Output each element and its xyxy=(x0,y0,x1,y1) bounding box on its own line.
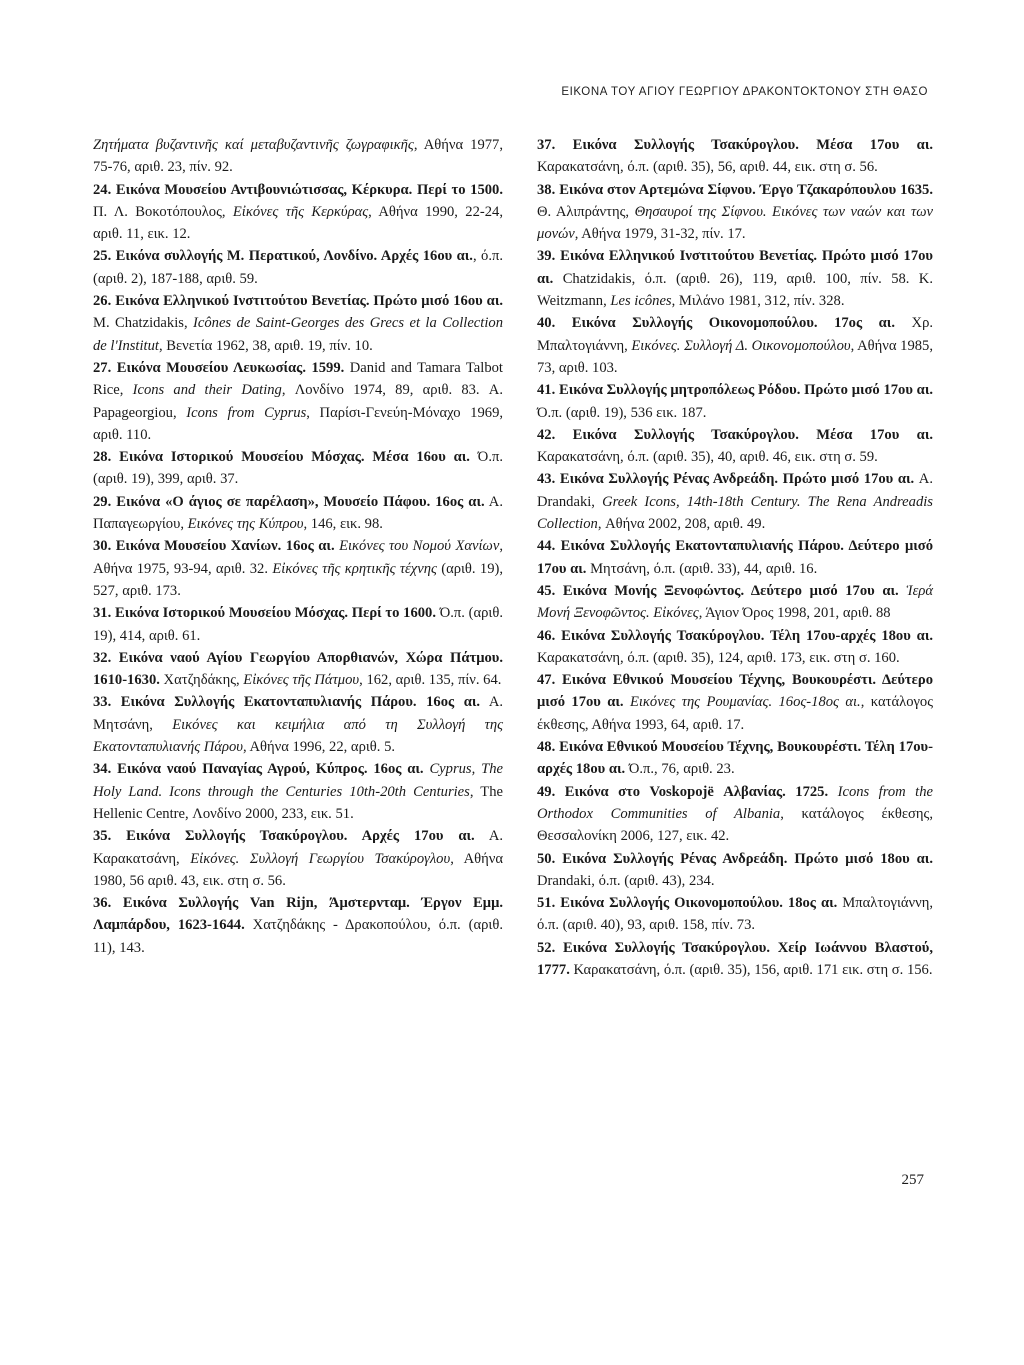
catalogue-entry xyxy=(537,535,933,580)
entry-heading: 49. Εικόνα στο Voskopojë Αλβανίας. 1725. xyxy=(537,783,829,800)
entry-heading: 36. Εικόνα Συλλογής Van Rijn, Άμστερνταμ. Έργον Εμμ. Λαμπάρδου, 1623-1644. xyxy=(93,895,503,934)
entry-text: Drandaki, ό.π. (αριθ. 43), 234. xyxy=(537,872,715,889)
catalogue-entry xyxy=(537,424,933,469)
entry-text: , Μιλάνο 1981, 312, πίν. 328. xyxy=(671,293,845,310)
entry-text: , ό.π. (αριθ. 2), 187-188, αριθ. 59. xyxy=(93,248,503,287)
catalogue-entry xyxy=(537,245,933,312)
catalogue-entry xyxy=(93,290,503,357)
entry-text: Χρ. Μπαλτογιάννη, xyxy=(537,315,934,354)
catalogue-entry xyxy=(537,669,933,736)
entry-heading: 27. Εικόνα Μουσείου Λευκωσίας. 1599. xyxy=(93,359,345,376)
entry-title: Icons from Cyprus xyxy=(186,404,307,421)
catalogue-entry xyxy=(537,892,933,937)
catalogue-entry xyxy=(537,781,933,848)
entry-title: Εικόνες της Κύπρου xyxy=(187,516,304,533)
entry-title: Ζητήματα βυζαντινῆς καί μεταβυζαντινῆς ζωγραφικῆς xyxy=(93,137,414,153)
entry-heading: 40. Εικόνα Συλλογής Οικονομοπούλου. 17ος αι. xyxy=(537,315,895,332)
entry-text: , Λονδίνο 1974, 89, αριθ. 83. A. Papageorgiou, xyxy=(93,382,503,421)
entry-text: Danid and Tamara Talbot Rice, xyxy=(93,359,503,399)
entry-text: , Άγιον Όρος 1998, 201, αριθ. 88 xyxy=(698,605,891,622)
entry-text: Καρακατσάνη, ό.π. (αριθ. 35), 124, αριθ. 173, εικ. στη σ. 160. xyxy=(537,649,900,666)
entry-text: A. Drandaki, xyxy=(537,471,933,510)
entry-text: Π. Λ. Βοκοτόπουλος, xyxy=(93,203,233,220)
entry-title: Ἱερά Μονή Ξενοφῶντος. Εἰκόνες xyxy=(537,582,933,622)
entry-heading: 39. Εικόνα Ελληνικού Ινστιτούτου Βενετίας. Πρώτο μισό 17ου αι. xyxy=(537,248,933,287)
entry-text: Ό.π. (αριθ. 19), 414, αριθ. 61. xyxy=(93,605,503,644)
entry-text: , Αθήνα 2002, 208, αριθ. 49. xyxy=(597,516,766,533)
entry-heading: 28. Εικόνα Ιστορικού Μουσείου Μόσχας. Μέσα 16ου αι. xyxy=(93,449,470,466)
entry-title: Εἰκόνες τῆς Κερκύρας xyxy=(232,203,369,220)
catalogue-entry xyxy=(537,468,933,535)
entry-text: , Αθήνα 1996, 22, αριθ. 5. xyxy=(243,739,396,756)
entry-text: Α. Καρακατσάνη, xyxy=(93,828,504,867)
entry-heading: 31. Εικόνα Ιστορικού Μουσείου Μόσχας. Περί το 1600. xyxy=(93,605,436,622)
catalogue-entry xyxy=(93,245,503,290)
entry-heading: 26. Εικόνα Ελληνικού Ινστιτούτου Βενετίας. Πρώτο μισό 16ου αι. xyxy=(93,293,503,310)
entry-heading: 35. Εικόνα Συλλογής Τσακύρογλου. Αρχές 17ου αι. xyxy=(93,828,475,845)
entry-heading: 45. Εικόνα Μονής Ξενοφώντος. Δεύτερο μισό 17ου αι. xyxy=(537,582,899,599)
entry-text: , κατάλογος έκθεσης, Αθήνα 1993, 64, αριθ. 17. xyxy=(537,694,934,733)
entry-heading: 42. Εικόνα Συλλογής Τσακύρογλου. Μέσα 17ου αι. xyxy=(537,426,933,443)
entry-text: , Αθήνα 1985, 73, αριθ. 103. xyxy=(537,337,933,376)
catalogue-entry xyxy=(93,602,503,647)
entry-title: Θησαυροί της Σίφνου. Εικόνες των ναών και των μονών xyxy=(537,203,933,243)
entry-text: , Βενετία 1962, 38, αριθ. 19, πίν. 10. xyxy=(158,337,373,354)
entry-heading: 47. Εικόνα Εθνικού Μουσείου Τέχνης, Βουκουρέστι. Δεύτερο μισό 17ου αι. xyxy=(537,672,933,711)
entry-title: Εἰκόνες τῆς κρητικῆς τέχνης xyxy=(272,560,437,577)
entry-title: Icons and their Dating xyxy=(132,382,282,399)
entry-text: , Αθήνα 1990, 22-24, αριθ. 11, εικ. 12. xyxy=(93,203,503,243)
entry-text: Καρακατσάνη, ό.π. (αριθ. 35), 56, αριθ. 44, εικ. στη σ. 56. xyxy=(537,159,878,176)
catalogue-entry xyxy=(93,535,503,602)
entry-text: Α. Παπαγεωργίου, xyxy=(93,493,503,533)
entry-title: Cyprus, The Holy Land. Icons through the Centuries 10th-20th Centuries xyxy=(93,761,503,800)
entry-title: Εικόνες και κειμήλια από τη Συλλογή της Εκατονταπυλιανής Πάρου xyxy=(93,716,504,756)
entry-text: Ό.π. (αριθ. 19), 536 εικ. 187. xyxy=(537,404,707,421)
entry-heading: 50. Εικόνα Συλλογής Ρένας Ανδρεάδη. Πρώτο μισό 18ου αι. xyxy=(537,850,933,867)
entry-title: Les icônes xyxy=(610,293,672,310)
catalogue-entry xyxy=(537,736,933,781)
catalogue-entry xyxy=(93,691,503,758)
entry-heading: 43. Εικόνα Συλλογής Ρένας Ανδρεάδη. Πρώτο μισό 17ου αι. xyxy=(537,471,915,488)
entry-text: , κατάλογος έκθεσης, Θεσσαλονίκη 2006, 127, εικ. 42. xyxy=(537,805,933,845)
entry-text: , 162, αριθ. 135, πίν. 64. xyxy=(359,672,502,689)
entry-text: Μητσάνη, ό.π. (αριθ. 33), 44, αριθ. 16. xyxy=(586,560,818,577)
entry-heading: 34. Εικόνα ναού Παναγίας Αγρού, Κύπρος. 16ος αι. xyxy=(93,761,424,778)
catalogue-entry xyxy=(93,357,503,446)
entry-title: Εικόνες της Ρουμανίας. 16ος-18ος αι. xyxy=(629,694,861,711)
entry-heading: 32. Εικόνα ναού Αγίου Γεωργίου Απορθιανών, Χώρα Πάτμου. 1610-1630. xyxy=(93,649,503,689)
catalogue-entry xyxy=(93,134,503,179)
entry-text: , Αθήνα 1980, 56 αριθ. 43, εικ. στη σ. 56. xyxy=(93,850,503,889)
entry-heading: 46. Εικόνα Συλλογής Τσακύρογλου. Τέλη 17ου-αρχές 18ου αι. xyxy=(537,627,933,644)
entry-text xyxy=(828,784,837,800)
entry-title: Εικόνες. Συλλογή Δ. Οικονομοπούλου xyxy=(631,337,851,354)
entry-title: Εἰκόνες. Συλλογή Γεωργίου Τσακύρογλου xyxy=(190,850,451,867)
catalogue-entry xyxy=(537,937,933,982)
entry-text: , Αθήνα 1979, 31-32, πίν. 17. xyxy=(574,226,746,243)
entry-heading: 24. Εικόνα Μουσείου Αντιβουνιώτισσας, Κέρκυρα. Περί το 1500. xyxy=(93,181,503,198)
entry-text: Chatzidakis, ό.π. (αριθ. 26), 119, αριθ. 100, πίν. 58. K. Weitzmann, xyxy=(537,270,933,310)
entry-text: Χατζηδάκης - Δρακοπούλου, ό.π. (αριθ. 11), 143. xyxy=(93,917,503,956)
left-column xyxy=(93,134,503,959)
entry-text: Ό.π. (αριθ. 19), 399, αριθ. 37. xyxy=(93,449,503,488)
right-column xyxy=(537,134,933,981)
catalogue-entry xyxy=(93,892,503,959)
entry-text: Καρακατσάνη, ό.π. (αριθ. 35), 156, αριθ. 171 εικ. στη σ. 156. xyxy=(569,961,933,978)
entry-text: , 146, εικ. 98. xyxy=(303,516,383,533)
catalogue-entry xyxy=(93,825,503,892)
entry-text: , The Hellenic Centre, Λονδίνο 2000, 233, εικ. 51. xyxy=(93,783,503,822)
entry-title: Εικόνες του Νομού Χανίων xyxy=(339,538,500,555)
entry-text: Θ. Αλιπράντης, xyxy=(537,203,635,220)
catalogue-entry xyxy=(93,647,503,692)
catalogue-entry xyxy=(537,379,933,424)
entry-heading: 25. Εικόνα συλλογής Μ. Περατικού, Λονδίνο. Αρχές 16ου αι. xyxy=(93,248,473,265)
catalogue-entry xyxy=(537,625,933,670)
catalogue-entry xyxy=(537,179,933,246)
entry-heading: 44. Εικόνα Συλλογής Εκατονταπυλιανής Πάρου. Δεύτερο μισό 17ου αι. xyxy=(537,538,933,577)
entry-heading: 33. Εικόνα Συλλογής Εκατονταπυλιανής Πάρου. 16ος αι. xyxy=(93,694,481,711)
entry-text: , Αθήνα 1977, 75-76, αριθ. 23, πίν. 92. xyxy=(93,137,503,176)
catalogue-entry xyxy=(93,446,503,491)
entry-heading: 48. Εικόνα Εθνικού Μουσείου Τέχνης, Βουκουρέστι. Τέλη 17ου-αρχές 18ου αι. xyxy=(537,739,933,778)
entry-text: Ό.π., 76, αριθ. 23. xyxy=(625,761,735,778)
catalogue-entry xyxy=(93,491,503,536)
entry-heading: 52. Εικόνα Συλλογής Τσακύρογλου. Χείρ Ιωάννου Βλαστού, 1777. xyxy=(537,939,933,978)
entry-title: Εἰκόνες τῆς Πάτμου xyxy=(243,672,360,689)
entry-text: Χατζηδάκης, xyxy=(159,672,244,689)
entry-heading: 37. Εικόνα Συλλογής Τσακύρογλου. Μέσα 17ου αι. xyxy=(537,137,933,153)
entry-text: Καρακατσάνη, ό.π. (αριθ. 35), 40, αριθ. 46, εικ. στη σ. 59. xyxy=(537,449,878,466)
entry-text: Α. Μητσάνη, xyxy=(93,694,504,733)
entry-heading: 41. Εικόνα Συλλογής μητροπόλεως Ρόδου. Πρώτο μισό 17ου αι. xyxy=(537,382,933,399)
entry-heading: 38. Εικόνα στον Αρτεμώνα Σίφνου. Έργο Τζακαρόπουλου 1635. xyxy=(537,181,933,198)
entry-text: , Παρίσι-Γενεύη-Μόναχο 1969, αριθ. 110. xyxy=(93,404,504,443)
entry-heading: 30. Εικόνα Μουσείου Χανίων. 16ος αι. xyxy=(93,538,335,555)
catalogue-entry xyxy=(537,580,933,625)
entry-heading: 29. Εικόνα «Ο άγιος σε παρέλαση», Μουσείο Πάφου. 16ος αι. xyxy=(93,493,485,510)
entry-text: (αριθ. 19), 527, αριθ. 173. xyxy=(93,560,503,599)
entry-text: , Αθήνα 1975, 93-94, αριθ. 32. xyxy=(93,538,503,577)
catalogue-entry xyxy=(93,179,503,246)
entry-text: Μπαλτογιάννη, ό.π. (αριθ. 40), 93, αριθ. 158, πίν. 73. xyxy=(537,895,933,934)
entry-heading: 51. Εικόνα Συλλογής Οικονομοπούλου. 18ος αι. xyxy=(537,895,838,912)
entry-text: M. Chatzidakis, xyxy=(93,315,194,332)
catalogue-entry xyxy=(93,758,503,825)
catalogue-entry xyxy=(537,312,933,379)
page-number: 257 xyxy=(901,1172,924,1188)
entry-title: Icônes de Saint-Georges des Grecs et la Collection de l'Institut xyxy=(93,315,503,354)
entry-title: Greek Icons, 14th-18th Century. The Rena Andreadis Collection xyxy=(537,493,933,533)
catalogue-entry xyxy=(537,134,933,179)
catalogue-entry xyxy=(537,848,933,893)
entry-title: Icons from the Orthodox Communities of Albania xyxy=(537,783,934,822)
running-header: ΕΙΚΟΝΑ ΤΟΥ ΑΓΙΟΥ ΓΕΩΡΓΙΟΥ ΔΡΑΚΟΝΤΟΚΤΟΝΟΥ ΣΤΗ ΘΑΣΟ xyxy=(561,86,928,98)
